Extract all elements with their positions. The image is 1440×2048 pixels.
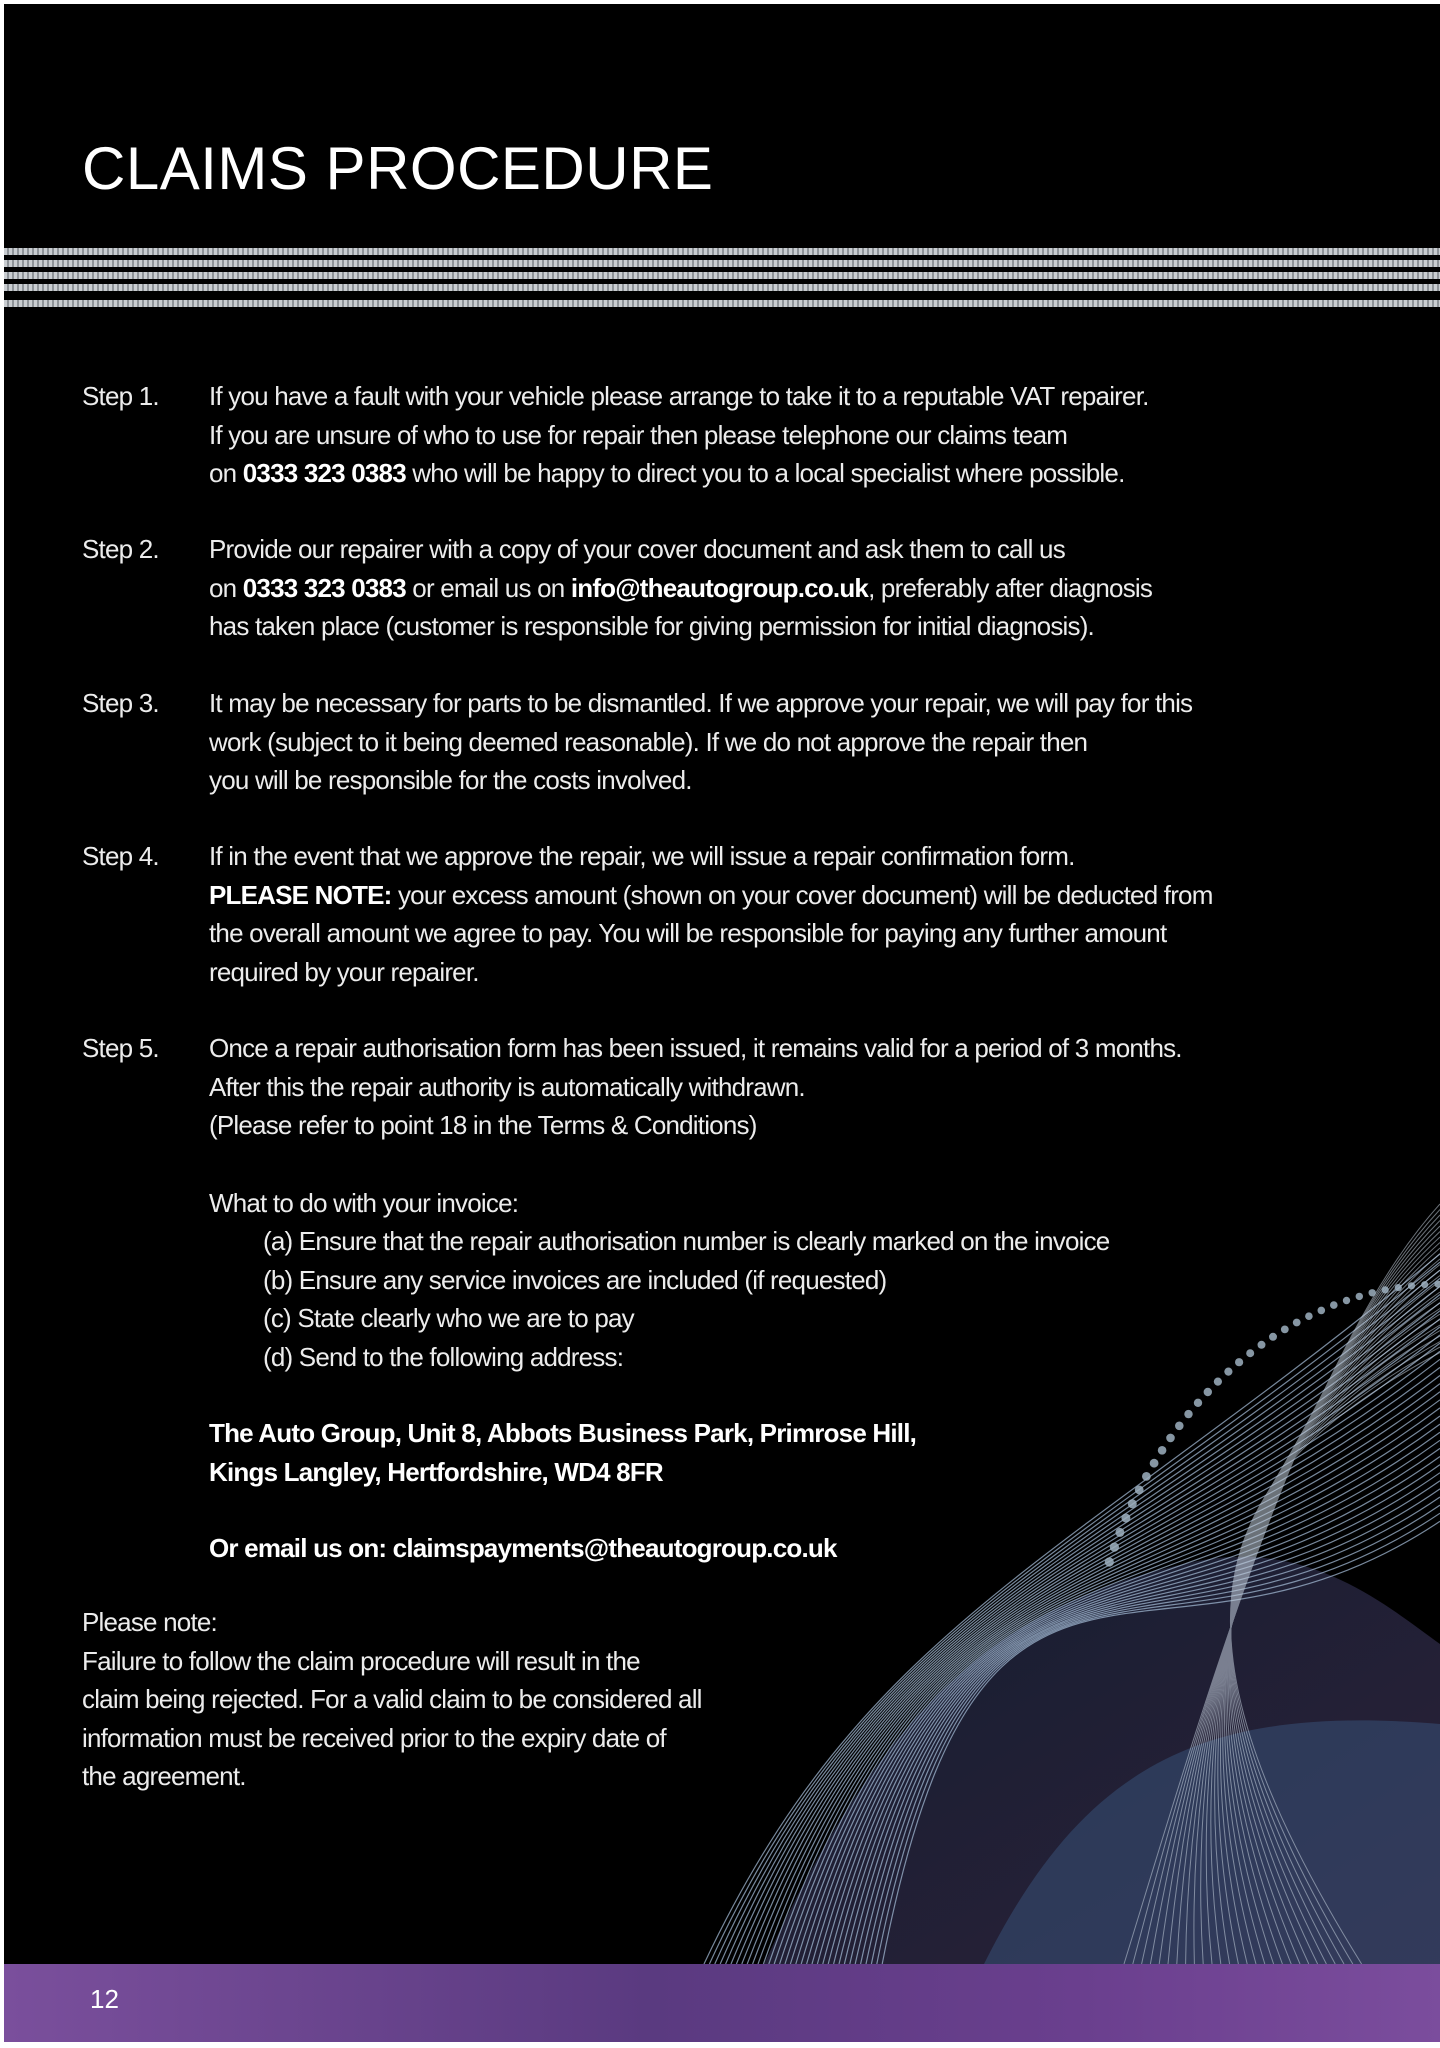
step-line: If you have a fault with your vehicle please arrange to take it to a reputable VAT repairer. (209, 381, 1149, 411)
step-line: After this the repair authority is automatically withdrawn. (209, 1071, 805, 1102)
note-line: claim being rejected. For a valid claim to be considered all (82, 1684, 702, 1714)
step-label: Step 3. (82, 688, 159, 718)
note-line: Failure to follow the claim procedure will result in the (82, 1645, 640, 1676)
step-text (209, 684, 1329, 800)
step-label: Step 1. (82, 381, 159, 411)
claims-payments-email[interactable]: Or email us on: claimspayments@theautogroup.co.uk (209, 1533, 837, 1563)
brochure-page (4, 4, 1440, 2042)
step-line: on 0333 323 0383 who will be happy to direct you to a local specialist where possible. (209, 458, 1125, 488)
step-line: on 0333 323 0383 or email us on info@theautogroup.co.uk, preferably after diagnosis (209, 572, 1153, 603)
invoice-instructions-list (209, 1222, 1329, 1376)
note-heading: Please note: (82, 1607, 217, 1637)
step-line: work (subject to it being deemed reasonable). If we do not approve the repair then (209, 726, 1088, 757)
postal-address (209, 1414, 1329, 1491)
step-label: Step 2. (82, 534, 159, 564)
header-divider-stripes (4, 248, 1440, 312)
list-item: (d) Send to the following address: (263, 1341, 624, 1372)
step-text (209, 377, 1329, 493)
step-line: It may be necessary for parts to be dismantled. If we approve your repair, we will pay for this (209, 688, 1193, 718)
list-item: (a) Ensure that the repair authorisation number is clearly marked on the invoice (263, 1226, 1110, 1256)
step-line: (Please refer to point 18 in the Terms & Conditions) (209, 1110, 757, 1140)
claims-phone-number[interactable]: 0333 323 0383 (242, 572, 406, 603)
address-line: The Auto Group, Unit 8, Abbots Business Park, Primrose Hill, (209, 1418, 917, 1448)
please-note-section (82, 1603, 822, 1796)
page-title: CLAIMS PROCEDURE (82, 135, 714, 202)
step-line: If you are unsure of who to use for repair then please telephone our claims team (209, 419, 1068, 450)
step-line: Provide our repairer with a copy of your cover document and ask them to call us (209, 534, 1065, 564)
note-line: the agreement. (82, 1761, 246, 1791)
step-text (209, 530, 1329, 646)
step-label: Step 4. (82, 841, 159, 871)
address-line: Kings Langley, Hertfordshire, WD4 8FR (209, 1456, 663, 1487)
step-text (209, 837, 1329, 991)
step-line: PLEASE NOTE: your excess amount (shown on your cover document) will be deducted from (209, 879, 1213, 910)
list-item: (c) State clearly who we are to pay (263, 1303, 634, 1333)
step-line: If in the event that we approve the repair, we will issue a repair confirmation form. (209, 841, 1075, 871)
please-note-label: PLEASE NOTE: (209, 879, 392, 910)
page-number: 12 (90, 1984, 119, 2014)
info-email-link[interactable]: info@theautogroup.co.uk (570, 572, 869, 603)
footer-bar (4, 1964, 1440, 2042)
step-line: required by your repairer. (209, 956, 479, 987)
note-line: information must be received prior to the expiry date of (82, 1722, 666, 1753)
invoice-heading: What to do with your invoice: (209, 1187, 519, 1218)
step-text (209, 1029, 1329, 1568)
list-item: (b) Ensure any service invoices are included (if requested) (263, 1264, 887, 1295)
claims-phone-number[interactable]: 0333 323 0383 (242, 458, 406, 488)
step-line: has taken place (customer is responsible for giving permission for initial diagnosis). (209, 611, 1094, 641)
step-label: Step 5. (82, 1033, 159, 1063)
step-line: the overall amount we agree to pay. You will be responsible for paying any further amount (209, 918, 1167, 948)
step-line: you will be responsible for the costs involved. (209, 765, 692, 795)
step-line: Once a repair authorisation form has been issued, it remains valid for a period of 3 months. (209, 1033, 1182, 1063)
